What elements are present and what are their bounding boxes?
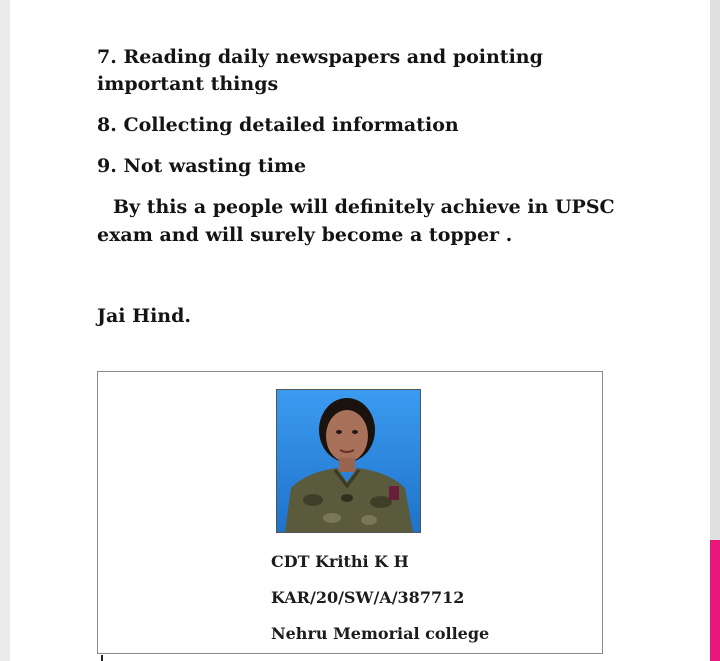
cadet-name: CDT Krithi K H (271, 552, 409, 571)
list-item-7-line1: 7. Reading daily newspapers and pointing (97, 46, 543, 68)
scrollbar-thumb[interactable] (710, 540, 720, 661)
conclusion-line2: exam and will surely become a topper . (97, 224, 513, 246)
text-cursor (101, 655, 103, 661)
list-item-7-line2: important things (97, 73, 279, 95)
portrait-image (277, 390, 420, 532)
scrollbar-track[interactable] (710, 0, 720, 661)
cadet-regimental-number: KAR/20/SW/A/387712 (271, 588, 465, 607)
list-item-8: 8. Collecting detailed information (97, 114, 459, 136)
cadet-photo (276, 389, 421, 533)
list-item-9: 9. Not wasting time (97, 155, 307, 177)
conclusion-line1: By this a people will definitely achieve in UPSC (113, 196, 615, 218)
closing-salutation: Jai Hind. (97, 305, 192, 327)
cadet-college: Nehru Memorial college (271, 624, 490, 643)
